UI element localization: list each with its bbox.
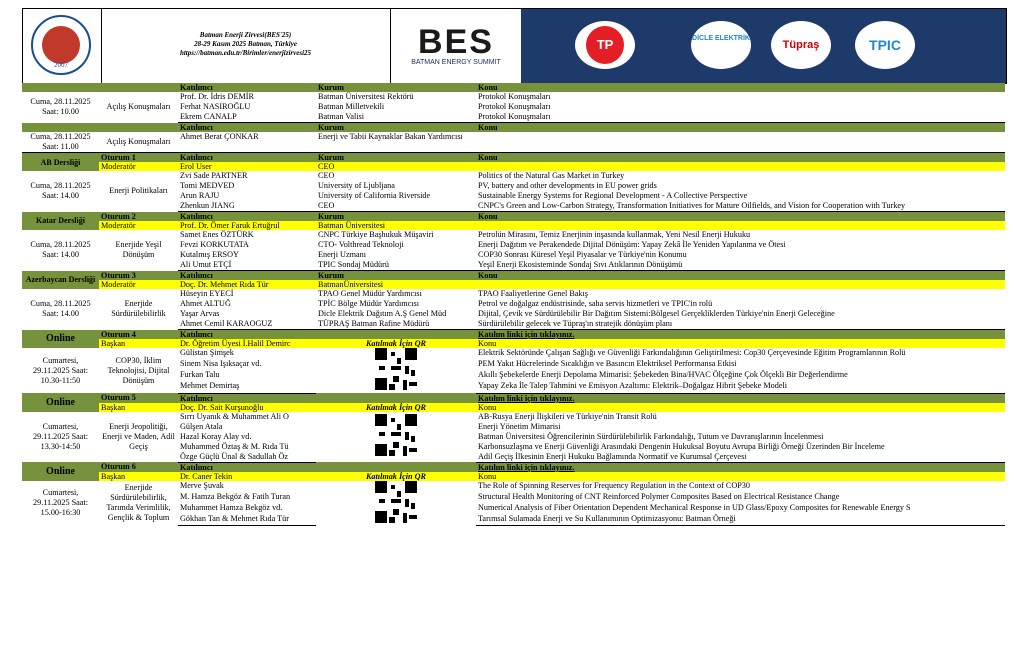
qr-label: Katılmak İçin QR bbox=[316, 339, 476, 348]
session-day-time: Cumartesi, 29.11.2025 Saat: 10.30-11:50 bbox=[33, 355, 88, 385]
participant-name: Yaşar Arvas bbox=[180, 309, 220, 318]
col-topic-header: Konu bbox=[476, 83, 1005, 92]
program-table bbox=[22, 83, 1005, 526]
chair-blank bbox=[476, 162, 1005, 171]
qr-cell bbox=[316, 348, 476, 393]
participant-name: Ahmet Cemil KARAOGUZ bbox=[178, 319, 316, 330]
topic-title: Dijital, Çevik ve Sürdürülebilir Bir Dağıtım Sistemi:Bölgesel Gerçekliklerden Türkiye'nin Enerji Geleceğine bbox=[478, 309, 835, 318]
topic-title: CNPC's Green and Low-Carbon Strategy, Transformation Initiatives for Mature Oilfields, and Vision for Cooperation with Turkey bbox=[476, 201, 1005, 212]
col-topic-header: Konu bbox=[476, 472, 1005, 481]
participant-name: Zhenkun JIANG bbox=[178, 201, 316, 212]
participant-name: M. Hamza Bekgöz & Fatih Turan bbox=[180, 491, 291, 501]
participant-name: Muhammed Öztaş & M. Rıda Tü bbox=[180, 441, 289, 451]
col-participant-header: Katılımcı bbox=[178, 271, 316, 281]
qr-label: Katılmak İçin QR bbox=[316, 403, 476, 412]
session-room-tag: Online bbox=[22, 330, 99, 349]
session-day-time: Cuma, 28.11.2025 Saat: 10.00 bbox=[30, 97, 91, 117]
chair-blank bbox=[476, 280, 1005, 289]
participant-name: Muhammet Hamza Bekgöz vd. bbox=[180, 502, 283, 512]
topic-title: Numerical Analysis of Fiber Orientation Dependent Mechanical Response in UD Glass/Epoxy Composites for Renewable Energy S bbox=[478, 502, 911, 512]
qr-code-icon[interactable] bbox=[375, 348, 417, 390]
col-participant-header: Katılımcı bbox=[178, 83, 316, 92]
session-number: Oturum 2 bbox=[99, 212, 178, 222]
participant-name: Mehmet Demirtaş bbox=[178, 381, 316, 393]
qr-cell bbox=[316, 481, 476, 526]
participant-name: Gülistan Şimşek bbox=[180, 348, 234, 357]
topic-title: COP30 Sonrası Küresel Yeşil Piyasalar ve Türkiye'nin Konumu bbox=[478, 250, 687, 259]
participant-name: Sırrı Uyanık & Muhammet Ali O bbox=[180, 411, 289, 421]
chair-label: Başkan bbox=[99, 339, 178, 348]
seal-year: 2007 bbox=[54, 61, 68, 69]
participant-name: Sinem Nisa Işıksaçar vd. bbox=[180, 359, 262, 369]
summit-subtitle: BATMAN ENERGY SUMMIT bbox=[411, 59, 501, 66]
session-title: Açılış Konuşmaları bbox=[106, 102, 171, 112]
topic-title: Petrolün Mirasını, Temiz Enerjinin inşasında kullanmak, Yeni Nesil Enerji Hukuku bbox=[478, 230, 751, 239]
col-topic-header: Konu bbox=[476, 212, 1005, 222]
session-number: Oturum 1 bbox=[99, 153, 178, 163]
session-title: Enerji Jeopolitiği, Enerji ve Maden, Adil Geçiş bbox=[102, 421, 175, 451]
topic-title: Elektrik Sektöründe Çalışan Sağlığı ve Güvenliği Farkındalığının Geliştirilmesi: Cop30 Çerçevesinde Eğitim Programlarının Rolü bbox=[478, 348, 906, 357]
participant-name: Ekrem CANALP bbox=[178, 112, 316, 123]
col-participant-header: Katılımcı bbox=[178, 153, 316, 163]
institution-name: CEO bbox=[318, 171, 335, 180]
participant-name: Ahmet Berat ÇONKAR bbox=[178, 132, 316, 153]
program-row bbox=[22, 92, 1005, 102]
chair-name: Prof. Dr. Ömer Faruk Ertuğrul bbox=[178, 221, 316, 230]
topic-title: Protokol Konuşmaları bbox=[478, 92, 551, 101]
chair-label: Moderatör bbox=[99, 221, 178, 230]
institution-name: University of Ljubljana bbox=[318, 181, 395, 190]
col-participant-header: Katılımcı bbox=[178, 123, 316, 133]
session-header-row bbox=[22, 212, 1005, 222]
institution-name: TPAO Genel Müdür Yardımcısı bbox=[318, 289, 422, 298]
university-seal-icon bbox=[31, 15, 91, 75]
col-topic-header: Konu bbox=[476, 123, 1005, 133]
topic-title: Politics of the Natural Gas Market in Turkey bbox=[478, 171, 625, 180]
institution-name: Batman Milletvekili bbox=[318, 102, 385, 111]
col-participant-header: Katılımcı bbox=[178, 212, 316, 222]
chair-label: Moderatör bbox=[99, 280, 178, 289]
topic-title: AB-Rusya Enerji İlişkileri ve Türkiye'nin Transit Rolü bbox=[478, 411, 657, 421]
chair-institution: Batman Üniversitesi bbox=[316, 221, 476, 230]
tpic-logo: TPIC bbox=[855, 21, 915, 69]
participant-name: Furkan Talu bbox=[180, 370, 220, 380]
topic-title: Batman Üniversitesi Öğrencilerinin Sürdürülebilirlik Farkındalığı, Tutum ve Davranışlarının İncelenmesi bbox=[478, 431, 824, 441]
chair-blank bbox=[476, 221, 1005, 230]
participant-name: Hazal Koray Alay vd. bbox=[180, 431, 252, 441]
header-blank bbox=[316, 462, 476, 472]
join-link[interactable]: Katılım linki için tıklayınız. bbox=[476, 330, 1005, 340]
tp-logo: TP bbox=[575, 21, 635, 69]
institution-name: University of California Riverside bbox=[318, 191, 431, 200]
session-title: Açılış Konuşmaları bbox=[99, 132, 178, 153]
participant-name: Gökhan Tan & Mehmet Rıda Tür bbox=[178, 514, 316, 526]
participant-name: Özge Güçlü Ünal & Sadullah Öz bbox=[178, 452, 316, 463]
chair-row bbox=[22, 280, 1005, 289]
institution-name: Batman Üniversitesi Rektörü bbox=[318, 92, 414, 101]
session-header-row bbox=[22, 330, 1005, 340]
chair-label: Başkan bbox=[99, 403, 178, 412]
session-room-tag: Online bbox=[22, 462, 99, 481]
chair-name: Erol User bbox=[178, 162, 316, 171]
session-room-tag: Azerbaycan Dersliği bbox=[22, 271, 99, 290]
session-header-row bbox=[22, 123, 1005, 133]
header-blank bbox=[22, 123, 178, 133]
institution-name: Enerji ve Tabii Kaynaklar Bakan Yardımcısı bbox=[316, 132, 476, 153]
institution-name: CNPC Türkiye Başhukuk Müşaviri bbox=[318, 230, 434, 239]
header-blank bbox=[22, 83, 178, 92]
participant-name: Kutalmış ERSOY bbox=[180, 250, 239, 259]
join-link[interactable]: Katılım linki için tıklayınız. bbox=[476, 462, 1005, 472]
session-title: Enerji Politikaları bbox=[109, 186, 168, 196]
join-link[interactable]: Katılım linki için tıklayınız. bbox=[476, 393, 1005, 403]
chair-name: Dr. Öğretim Üyesi İ.Halil Demirc bbox=[178, 339, 316, 348]
session-room-tag: Online bbox=[22, 393, 99, 412]
topic-title: Protokol Konuşmaları bbox=[478, 102, 551, 111]
session-title: Enerjide Sürdürülebilirlik bbox=[111, 299, 166, 319]
chair-row bbox=[22, 221, 1005, 230]
session-day-time: Cuma, 28.11.2025 Saat: 11.00 bbox=[22, 132, 99, 153]
session-day-time: Cuma, 28.11.2025 Saat: 14.00 bbox=[30, 240, 91, 260]
program-row bbox=[22, 348, 1005, 359]
program-row bbox=[22, 230, 1005, 240]
participant-name: Samet Enes ÖZTÜRK bbox=[180, 230, 254, 239]
institution-name: TPIC Sondaj Müdürü bbox=[316, 260, 476, 271]
topic-title: The Role of Spinning Reserves for Frequency Regulation in the Context of COP30 bbox=[478, 480, 750, 490]
session-room-tag: Katar Dersliği bbox=[22, 212, 99, 231]
session-header-row bbox=[22, 271, 1005, 281]
qr-code-icon[interactable] bbox=[375, 481, 417, 523]
chair-row bbox=[22, 472, 1005, 481]
col-institution-header: Kurum bbox=[316, 153, 476, 163]
participant-name: Hüseyin EYECİ bbox=[180, 289, 234, 298]
col-topic-header: Konu bbox=[476, 339, 1005, 348]
session-day-time: Cuma, 28.11.2025 Saat: 14.00 bbox=[30, 181, 91, 201]
session-header-row bbox=[22, 462, 1005, 472]
chair-row bbox=[22, 162, 1005, 171]
tupras-logo: Tüpraş bbox=[771, 21, 831, 69]
topic-title: Enerji Dağıtım ve Perakendede Dijital Dönüşüm: Yapay Zekâ İle Yeniden Yapılanma ve Ötesi bbox=[478, 240, 786, 249]
col-participant-header: Katılımcı bbox=[178, 330, 316, 340]
topic-title bbox=[476, 132, 1005, 153]
topic-title: Adil Geçiş İlkesinin Enerji Hukuku Bağlamında Normatif ve Kurumsal Çerçevesi bbox=[476, 452, 1005, 463]
session-number: Oturum 3 bbox=[99, 271, 178, 281]
participant-name: Tomi MEDVED bbox=[180, 181, 235, 190]
session-header-row bbox=[22, 153, 1005, 163]
dicle-elektrik-logo: DİCLE ELEKTRİK bbox=[691, 21, 751, 69]
university-logo bbox=[23, 9, 102, 83]
participant-name: Merve Şuvak bbox=[180, 480, 224, 490]
topic-title: Sürdürülebilir gelecek ve Tüpraş'ın stratejik dönüşüm planı bbox=[476, 319, 1005, 330]
col-participant-header: Katılımcı bbox=[178, 462, 316, 472]
chair-institution: BatmanÜniversitesi bbox=[316, 280, 476, 289]
col-topic-header: Konu bbox=[476, 153, 1005, 163]
program-row bbox=[22, 289, 1005, 299]
chair-row bbox=[22, 403, 1005, 412]
institution-name: TÜPRAŞ Batman Rafine Müdürü bbox=[316, 319, 476, 330]
participant-name: Ali Umut ETÇİ bbox=[178, 260, 316, 271]
participant-name: Arun RAJU bbox=[180, 191, 220, 200]
institution-name: Enerji Uzmanı bbox=[318, 250, 366, 259]
topic-title: PV, battery and other developments in EU power grids bbox=[478, 181, 657, 190]
session-day-time: Cumartesi, 29.11.2025 Saat: 15.00-16:30 bbox=[33, 488, 88, 517]
event-title: Batman Enerji Zirvesi(BES'25) bbox=[199, 31, 292, 39]
session-number: Oturum 6 bbox=[99, 462, 178, 472]
participant-name: Ferhat NASIROĞLU bbox=[180, 102, 251, 111]
topic-title: Enerji Yönetim Mimarisi bbox=[478, 421, 561, 431]
participant-name: Ahmet ALTUĞ bbox=[180, 299, 231, 308]
col-institution-header: Kurum bbox=[316, 123, 476, 133]
event-url[interactable]: https://batman.edu.tr/Birimler/enerjizirvesi25 bbox=[179, 49, 312, 57]
session-room-tag: AB Dersliği bbox=[22, 153, 99, 172]
institution-name: Batman Valisi bbox=[316, 112, 476, 123]
session-title: Enerjide Yeşil Dönüşüm bbox=[115, 240, 162, 260]
session-number: Oturum 5 bbox=[99, 393, 178, 403]
participant-name: Fevzi KORKUTATA bbox=[180, 240, 249, 249]
chair-name: Doç. Dr. Sait Kurşunoğlu bbox=[178, 403, 316, 412]
session-title: COP30, İklim Teknolojisi, Dijital Dönüşüm bbox=[107, 355, 170, 385]
participant-name: Gülşen Atala bbox=[180, 421, 223, 431]
qr-cell bbox=[316, 412, 476, 463]
col-participant-header: Katılımcı bbox=[178, 393, 316, 403]
topic-title: Sustainable Energy Systems for Regional Development - A Collective Perspective bbox=[478, 191, 748, 200]
event-dates: 28-29 Kasım 2025 Batman, Türkiye bbox=[194, 40, 297, 48]
event-info bbox=[101, 9, 391, 83]
session-title: Enerjide Sürdürülebilirlik, Tarımda Verimlilik, Gençlik & Toplum bbox=[106, 483, 171, 522]
header-blank bbox=[316, 393, 476, 403]
program-row bbox=[22, 132, 1005, 153]
participant-name: Prof. Dr. İdris DEMİR bbox=[180, 92, 254, 101]
session-day-time: Cuma, 28.11.2025 Saat: 14.00 bbox=[30, 299, 91, 319]
col-topic-header: Konu bbox=[476, 403, 1005, 412]
summit-logo-text: BES bbox=[418, 23, 494, 61]
topic-title: TPAO Faaliyetlerine Genel Bakış bbox=[478, 289, 588, 298]
chair-row bbox=[22, 339, 1005, 348]
topic-title: Akıllı Şebekelerde Enerji Depolama Mimarisi: Şebekeden Bina/HVAC Ölçeğine Çok Ölçekli Bir Değerlendirme bbox=[478, 370, 848, 380]
participant-name: Zvi Sade PARTNER bbox=[180, 171, 248, 180]
qr-label: Katılmak İçin QR bbox=[316, 472, 476, 481]
session-number: Oturum 4 bbox=[99, 330, 178, 340]
session-day-time: Cumartesi, 29.11.2025 Saat: 13.30-14:50 bbox=[33, 421, 88, 451]
chair-institution: CEO bbox=[316, 162, 476, 171]
institution-name: CTO- Volthread Teknoloji bbox=[318, 240, 404, 249]
institution-name: Dicle Elektrik Dağıtım A.Ş Genel Müd bbox=[318, 309, 447, 318]
header-blank bbox=[316, 330, 476, 340]
session-header-row bbox=[22, 393, 1005, 403]
col-topic-header: Konu bbox=[476, 271, 1005, 281]
sponsor-band bbox=[521, 9, 1006, 83]
chair-name: Dr. Caner Tekin bbox=[178, 472, 316, 481]
program-header bbox=[22, 8, 1007, 84]
chair-label: Moderatör bbox=[99, 162, 178, 171]
institution-name: TPİC Bölge Müdür Yardımcısı bbox=[318, 299, 419, 308]
col-institution-header: Kurum bbox=[316, 212, 476, 222]
institution-name: CEO bbox=[316, 201, 476, 212]
topic-title: Protokol Konuşmaları bbox=[476, 112, 1005, 123]
summit-logo bbox=[391, 9, 521, 83]
chair-name: Doç. Dr. Mehmet Rıda Tür bbox=[178, 280, 316, 289]
topic-title: Yapay Zeka İle Talep Tahmini ve Emisyon Azaltımı: Elektrik–Doğalgaz Hibrit Şebeke Modeli bbox=[476, 381, 1005, 393]
topic-title: Structural Health Monitoring of CNT Reinforced Polymer Composites Based on Electrical Resistance Change bbox=[478, 491, 840, 501]
topic-title: Petrol ve doğalgaz endüstrisinde, saha servis hizmetleri ve TPIC'in rolü bbox=[478, 299, 713, 308]
program-row bbox=[22, 481, 1005, 492]
topic-title: Karbonsuzlaşma ve Enerji Güvenliği Arasındaki Dengenin Hukuksal Boyutu Avrupa Birliği Örneği Üzerinden Bir İnceleme bbox=[478, 441, 885, 451]
session-header-row bbox=[22, 83, 1005, 92]
qr-code-icon[interactable] bbox=[375, 414, 417, 456]
topic-title: Yeşil Enerji Ekosisteminde Sondaj Sıvı Atıklarının Dönüşümü bbox=[476, 260, 1005, 271]
col-institution-header: Kurum bbox=[316, 271, 476, 281]
col-institution-header: Kurum bbox=[316, 83, 476, 92]
topic-title: Tarımsal Sulamada Enerji ve Su Kullanımının Optimizasyonu: Batman Örneği bbox=[476, 514, 1005, 526]
program-row bbox=[22, 171, 1005, 181]
chair-label: Başkan bbox=[99, 472, 178, 481]
topic-title: PEM Yakıt Hücrelerinde Sıcaklığın ve Basıncın Elektriksel Performansa Etkisi bbox=[478, 359, 737, 369]
program-row bbox=[22, 412, 1005, 422]
